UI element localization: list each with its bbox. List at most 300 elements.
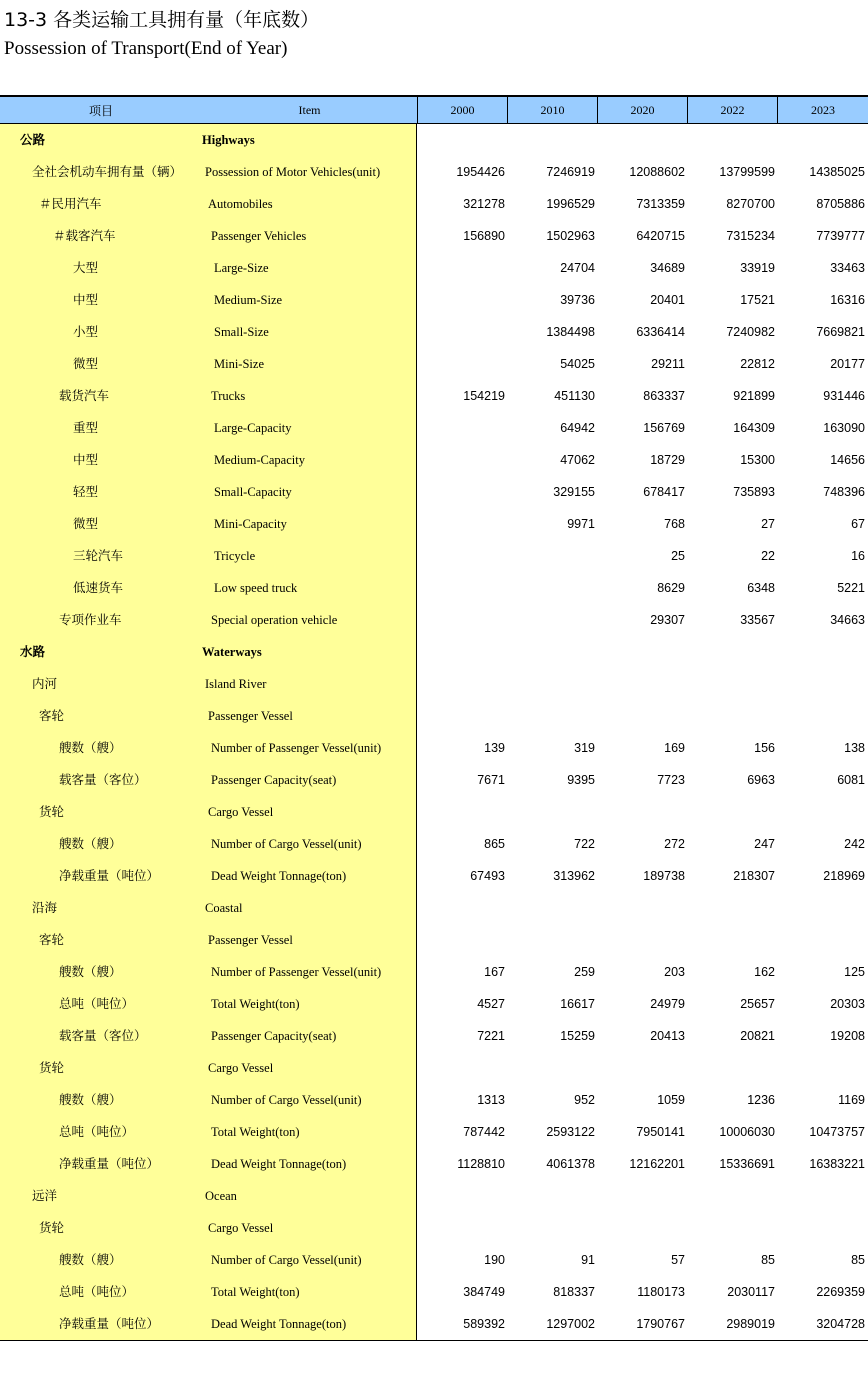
- cell-value: [688, 1212, 775, 1244]
- cell-value: [778, 1180, 865, 1212]
- cell-value: [778, 892, 865, 924]
- cell-value: 7246919: [546, 165, 595, 179]
- header-year: 2022: [687, 97, 777, 123]
- cell-value: [598, 1212, 685, 1244]
- table-row: [0, 1116, 868, 1148]
- row-label-en: Small-Size: [214, 325, 269, 339]
- cell-value: 5221: [837, 581, 865, 595]
- row-label-cn: 专项作业车: [59, 612, 122, 627]
- cell-value: 189738: [643, 869, 685, 883]
- cell-value: 17521: [740, 293, 775, 307]
- row-label-en: Medium-Size: [214, 293, 283, 307]
- cell-value: 313962: [553, 869, 595, 883]
- cell-value: 678417: [643, 485, 685, 499]
- cell-value: 34663: [830, 613, 865, 627]
- cell-value: 22812: [740, 357, 775, 371]
- table-row: [0, 188, 868, 220]
- row-label-cn: 净载重量（吨位）: [59, 868, 160, 883]
- header-item-en: Item: [298, 102, 321, 117]
- cell-value: 321278: [463, 197, 505, 211]
- row-label-cn: 货轮: [39, 1220, 65, 1235]
- cell-value: 203: [664, 965, 685, 979]
- cell-value: 156769: [643, 421, 685, 435]
- cell-value: 1790767: [636, 1317, 685, 1331]
- cell-value: 1384498: [546, 325, 595, 339]
- cell-value: 787442: [463, 1125, 505, 1139]
- cell-value: 33567: [740, 613, 775, 627]
- cell-value: 451130: [554, 389, 595, 403]
- row-label-en: Cargo Vessel: [208, 1221, 274, 1235]
- cell-value: 39736: [560, 293, 595, 307]
- cell-value: 85: [851, 1253, 865, 1267]
- row-label-en: Total Weight(ton): [211, 997, 300, 1011]
- cell-value: 139: [484, 741, 505, 755]
- table-body: [0, 124, 868, 1340]
- cell-value: [418, 476, 505, 508]
- cell-value: 20303: [830, 997, 865, 1011]
- row-label-cn: 艘数（艘）: [59, 740, 122, 755]
- cell-value: 25: [671, 549, 685, 563]
- cell-value: 57: [671, 1253, 685, 1267]
- cell-value: [598, 924, 685, 956]
- cell-value: [778, 796, 865, 828]
- row-label-en: Small-Capacity: [214, 485, 292, 499]
- cell-value: [418, 796, 505, 828]
- row-label-cn: 总吨（吨位）: [59, 1124, 135, 1139]
- cell-value: 67: [851, 517, 865, 531]
- cell-value: [508, 668, 595, 700]
- cell-value: 1128810: [457, 1157, 505, 1171]
- cell-value: 2593122: [546, 1125, 595, 1139]
- cell-value: 27: [761, 517, 775, 531]
- cell-value: 20177: [830, 357, 865, 371]
- row-label-cn: 货轮: [39, 1060, 65, 1075]
- cell-value: 85: [761, 1253, 775, 1267]
- row-label-cn: 艘数（艘）: [59, 1252, 122, 1267]
- cell-value: 156: [754, 741, 775, 755]
- cell-value: 22: [761, 549, 775, 563]
- cell-value: [418, 636, 505, 668]
- cell-value: 20821: [740, 1029, 775, 1043]
- cell-value: 863337: [643, 389, 685, 403]
- cell-value: [418, 1180, 505, 1212]
- row-label-en: Passenger Capacity(seat): [211, 773, 337, 787]
- cell-value: [418, 572, 505, 604]
- cell-value: 8705886: [816, 197, 865, 211]
- cell-value: [598, 668, 685, 700]
- cell-value: [418, 348, 505, 380]
- cell-value: [688, 796, 775, 828]
- cell-value: [508, 636, 595, 668]
- cell-value: 952: [574, 1093, 595, 1107]
- cell-value: 589392: [463, 1317, 505, 1331]
- table-row: [0, 860, 868, 892]
- cell-value: [778, 1052, 865, 1084]
- cell-value: 169: [664, 741, 685, 755]
- cell-value: 1297002: [546, 1317, 595, 1331]
- cell-value: 19208: [830, 1029, 865, 1043]
- table-row: [0, 252, 868, 284]
- cell-value: 722: [574, 837, 595, 851]
- row-label-cn: 内河: [32, 676, 58, 691]
- row-label-cn: 艘数（艘）: [59, 836, 122, 851]
- cell-value: 15300: [740, 453, 775, 467]
- row-label-en: Cargo Vessel: [208, 805, 274, 819]
- cell-value: 47062: [560, 453, 595, 467]
- row-label-cn: 艘数（艘）: [59, 964, 122, 979]
- cell-value: 1236: [747, 1093, 775, 1107]
- row-label-en: Passenger Capacity(seat): [211, 1029, 337, 1043]
- cell-value: 125: [844, 965, 865, 979]
- cell-value: 20401: [650, 293, 685, 307]
- row-label-cn: 净载重量（吨位）: [59, 1156, 160, 1171]
- cell-value: 24979: [650, 997, 685, 1011]
- row-label-en: Number of Passenger Vessel(unit): [211, 741, 382, 755]
- cell-value: 14656: [830, 453, 865, 467]
- cell-value: [508, 1180, 595, 1212]
- cell-value: 865: [484, 837, 505, 851]
- cell-value: [688, 668, 775, 700]
- cell-value: 29307: [650, 613, 685, 627]
- table-row: [0, 572, 868, 604]
- cell-value: 2989019: [726, 1317, 775, 1331]
- row-label-en: Number of Cargo Vessel(unit): [211, 1253, 362, 1267]
- cell-value: 67493: [470, 869, 505, 883]
- cell-value: 7315234: [726, 229, 775, 243]
- cell-value: [508, 540, 595, 572]
- cell-value: [508, 892, 595, 924]
- cell-value: 921899: [733, 389, 775, 403]
- cell-value: 164309: [733, 421, 775, 435]
- cell-value: 768: [664, 517, 685, 531]
- cell-value: 7313359: [636, 197, 685, 211]
- row-label-en: Coastal: [205, 901, 243, 915]
- cell-value: 272: [664, 837, 685, 851]
- table-row: [0, 1276, 868, 1308]
- cell-value: [508, 796, 595, 828]
- cell-value: [418, 508, 505, 540]
- table-row: [0, 828, 868, 860]
- cell-value: [688, 924, 775, 956]
- cell-value: [508, 1052, 595, 1084]
- row-label-cn: 微型: [73, 356, 99, 371]
- cell-value: 156890: [463, 229, 505, 243]
- cell-value: 218307: [733, 869, 775, 883]
- cell-value: 7723: [657, 773, 685, 787]
- cell-value: [598, 124, 685, 156]
- row-label-en: Dead Weight Tonnage(ton): [211, 1157, 347, 1171]
- table-row: [0, 988, 868, 1020]
- row-label-en: Large-Size: [214, 261, 269, 275]
- cell-value: [418, 700, 505, 732]
- table-row: [0, 412, 868, 444]
- row-label-en: Trucks: [211, 389, 246, 403]
- cell-value: [688, 1180, 775, 1212]
- row-label-cn: 客轮: [39, 932, 65, 947]
- cell-value: 33919: [740, 261, 775, 275]
- cell-value: 9395: [567, 773, 595, 787]
- cell-value: 8270700: [726, 197, 775, 211]
- cell-value: 13799599: [719, 165, 775, 179]
- cell-value: 154219: [463, 389, 505, 403]
- row-label-cn: 中型: [73, 292, 99, 307]
- row-label-cn: 轻型: [73, 484, 99, 499]
- table-row: [0, 700, 868, 732]
- row-label-cn: 全社会机动车拥有量（辆）: [32, 164, 183, 179]
- table-row: [0, 668, 868, 700]
- cell-value: 1313: [477, 1093, 505, 1107]
- cell-value: 163090: [823, 421, 865, 435]
- row-label-cn: 沿海: [32, 900, 58, 915]
- cell-value: [598, 1052, 685, 1084]
- table-bottom-rule: [0, 1340, 868, 1341]
- table-row: [0, 156, 868, 188]
- cell-value: [778, 668, 865, 700]
- row-label-en: Number of Passenger Vessel(unit): [211, 965, 382, 979]
- cell-value: [778, 1212, 865, 1244]
- cell-value: 12162201: [629, 1157, 685, 1171]
- cell-value: [418, 668, 505, 700]
- table-row: [0, 1180, 868, 1212]
- cell-value: [778, 124, 865, 156]
- cell-value: 319: [574, 741, 595, 755]
- header-year: 2020: [597, 97, 687, 123]
- cell-value: 162: [754, 965, 775, 979]
- cell-value: 6963: [747, 773, 775, 787]
- cell-value: 10473757: [809, 1125, 865, 1139]
- cell-value: 7221: [477, 1029, 505, 1043]
- cell-value: 64942: [560, 421, 595, 435]
- table-row: [0, 1052, 868, 1084]
- cell-value: 8629: [657, 581, 685, 595]
- cell-value: [418, 412, 505, 444]
- row-label-en: Tricycle: [214, 549, 256, 563]
- row-label-cn: 水路: [20, 644, 46, 659]
- cell-value: 1502963: [546, 229, 595, 243]
- cell-value: 1996529: [546, 197, 595, 211]
- row-label-cn: 载客量（客位）: [59, 772, 147, 787]
- cell-value: 20413: [650, 1029, 685, 1043]
- cell-value: [778, 700, 865, 732]
- cell-value: 18729: [650, 453, 685, 467]
- cell-value: [508, 700, 595, 732]
- cell-value: [418, 604, 505, 636]
- row-label-en: Total Weight(ton): [211, 1285, 300, 1299]
- cell-value: 29211: [651, 357, 685, 371]
- table-row: [0, 124, 868, 156]
- table-row: [0, 220, 868, 252]
- table-row: [0, 924, 868, 956]
- cell-value: [418, 284, 505, 316]
- row-label-en: Mini-Size: [214, 357, 264, 371]
- header-item-cn: 项目: [88, 103, 113, 118]
- cell-value: 138: [844, 741, 865, 755]
- cell-value: 748396: [823, 485, 865, 499]
- table-row: [0, 476, 868, 508]
- cell-value: 329155: [553, 485, 595, 499]
- cell-value: 3204728: [816, 1317, 865, 1331]
- table-row: [0, 444, 868, 476]
- cell-value: [418, 316, 505, 348]
- table-row: [0, 732, 868, 764]
- page-title-en: Possession of Transport(End of Year): [4, 38, 288, 59]
- cell-value: [508, 924, 595, 956]
- table-row: [0, 316, 868, 348]
- row-label-en: Number of Cargo Vessel(unit): [211, 837, 362, 851]
- row-label-cn: 总吨（吨位）: [59, 996, 135, 1011]
- row-label-en: Passenger Vessel: [208, 709, 293, 723]
- cell-value: [598, 1180, 685, 1212]
- table-row: [0, 636, 868, 668]
- table-row: [0, 956, 868, 988]
- table-row: [0, 1084, 868, 1116]
- cell-value: [508, 124, 595, 156]
- table-header: [0, 95, 868, 124]
- table-row: [0, 284, 868, 316]
- cell-value: 10006030: [719, 1125, 775, 1139]
- row-label-en: Number of Cargo Vessel(unit): [211, 1093, 362, 1107]
- row-label-en: Special operation vehicle: [211, 613, 338, 627]
- row-label-cn: 小型: [73, 324, 99, 339]
- cell-value: [418, 924, 505, 956]
- row-label-cn: 大型: [73, 260, 99, 275]
- cell-value: 4527: [477, 997, 505, 1011]
- cell-value: 2030117: [727, 1285, 775, 1299]
- cell-value: 1180173: [637, 1285, 685, 1299]
- table-row: [0, 604, 868, 636]
- row-label-cn: ＃民用汽车: [39, 196, 102, 211]
- row-label-cn: 货轮: [39, 804, 65, 819]
- row-label-en: Dead Weight Tonnage(ton): [211, 869, 347, 883]
- row-label-en: Possession of Motor Vehicles(unit): [205, 165, 381, 179]
- cell-value: 4061378: [546, 1157, 595, 1171]
- row-label-en: Highways: [202, 133, 255, 147]
- cell-value: [688, 124, 775, 156]
- cell-value: [688, 636, 775, 668]
- table-row: [0, 380, 868, 412]
- cell-value: [418, 444, 505, 476]
- row-label-en: Dead Weight Tonnage(ton): [211, 1317, 347, 1331]
- cell-value: 33463: [830, 261, 865, 275]
- cell-value: 384749: [463, 1285, 505, 1299]
- row-label-cn: 艘数（艘）: [59, 1092, 122, 1107]
- table-row: [0, 1244, 868, 1276]
- cell-value: 735893: [733, 485, 775, 499]
- row-label-en: Total Weight(ton): [211, 1125, 300, 1139]
- cell-value: 247: [754, 837, 775, 851]
- header-year: 2000: [417, 97, 507, 123]
- table-row: [0, 764, 868, 796]
- row-label-en: Large-Capacity: [214, 421, 292, 435]
- cell-value: 16316: [830, 293, 865, 307]
- row-label-en: Cargo Vessel: [208, 1061, 274, 1075]
- cell-value: [688, 700, 775, 732]
- row-label-cn: 总吨（吨位）: [59, 1284, 135, 1299]
- table-row: [0, 1308, 868, 1340]
- cell-value: 91: [581, 1253, 595, 1267]
- row-label-en: Passenger Vessel: [208, 933, 293, 947]
- row-label-cn: 净载重量（吨位）: [59, 1316, 160, 1331]
- cell-value: [688, 892, 775, 924]
- row-label-en: Automobiles: [208, 197, 273, 211]
- row-label-cn: 中型: [73, 452, 99, 467]
- cell-value: 242: [844, 837, 865, 851]
- row-label-en: Low speed truck: [214, 581, 298, 595]
- cell-value: [598, 796, 685, 828]
- row-label-en: Island River: [205, 677, 267, 691]
- cell-value: [598, 636, 685, 668]
- cell-value: 1059: [657, 1093, 685, 1107]
- cell-value: [418, 252, 505, 284]
- row-label-en: Mini-Capacity: [214, 517, 287, 531]
- cell-value: 818337: [553, 1285, 595, 1299]
- table-row: [0, 1212, 868, 1244]
- row-label-en: Waterways: [202, 645, 262, 659]
- cell-value: 1169: [838, 1093, 865, 1107]
- cell-value: 16: [851, 549, 865, 563]
- row-label-cn: 远洋: [32, 1188, 58, 1203]
- cell-value: [598, 700, 685, 732]
- page-title-cn: 13-3 各类运输工具拥有量（年底数）: [4, 9, 320, 31]
- row-label-en: Passenger Vehicles: [211, 229, 307, 243]
- row-label-cn: 低速货车: [73, 580, 124, 595]
- cell-value: 16383221: [809, 1157, 865, 1171]
- cell-value: 7240982: [726, 325, 775, 339]
- table-row: [0, 348, 868, 380]
- data-table: [0, 95, 868, 1341]
- cell-value: 2269359: [816, 1285, 865, 1299]
- cell-value: 7950141: [636, 1125, 685, 1139]
- cell-value: [418, 124, 505, 156]
- cell-value: 16617: [560, 997, 595, 1011]
- cell-value: [508, 1212, 595, 1244]
- cell-value: 6081: [837, 773, 865, 787]
- row-label-cn: 微型: [73, 516, 99, 531]
- table-row: [0, 1148, 868, 1180]
- cell-value: 12088602: [629, 165, 685, 179]
- cell-value: 218969: [823, 869, 865, 883]
- table-row: [0, 540, 868, 572]
- cell-value: 34689: [650, 261, 685, 275]
- cell-value: 931446: [823, 389, 865, 403]
- cell-value: 7671: [477, 773, 505, 787]
- cell-value: 6348: [747, 581, 775, 595]
- cell-value: 15336691: [719, 1157, 775, 1171]
- cell-value: [418, 1212, 505, 1244]
- table-row: [0, 508, 868, 540]
- cell-value: 1954426: [456, 165, 505, 179]
- cell-value: 190: [484, 1253, 505, 1267]
- cell-value: [778, 924, 865, 956]
- cell-value: 15259: [560, 1029, 595, 1043]
- cell-value: 7739777: [816, 229, 865, 243]
- cell-value: 54025: [560, 357, 595, 371]
- cell-value: [508, 572, 595, 604]
- cell-value: [418, 1052, 505, 1084]
- cell-value: [508, 604, 595, 636]
- cell-value: 6420715: [636, 229, 685, 243]
- cell-value: 9971: [567, 517, 595, 531]
- cell-value: [418, 540, 505, 572]
- row-label-cn: ＃载客汽车: [53, 228, 116, 243]
- header-year: 2010: [507, 97, 597, 123]
- row-label-cn: 公路: [20, 132, 46, 147]
- table-row: [0, 796, 868, 828]
- cell-value: [778, 636, 865, 668]
- cell-value: 6336414: [636, 325, 685, 339]
- cell-value: [418, 892, 505, 924]
- row-label-cn: 客轮: [39, 708, 65, 723]
